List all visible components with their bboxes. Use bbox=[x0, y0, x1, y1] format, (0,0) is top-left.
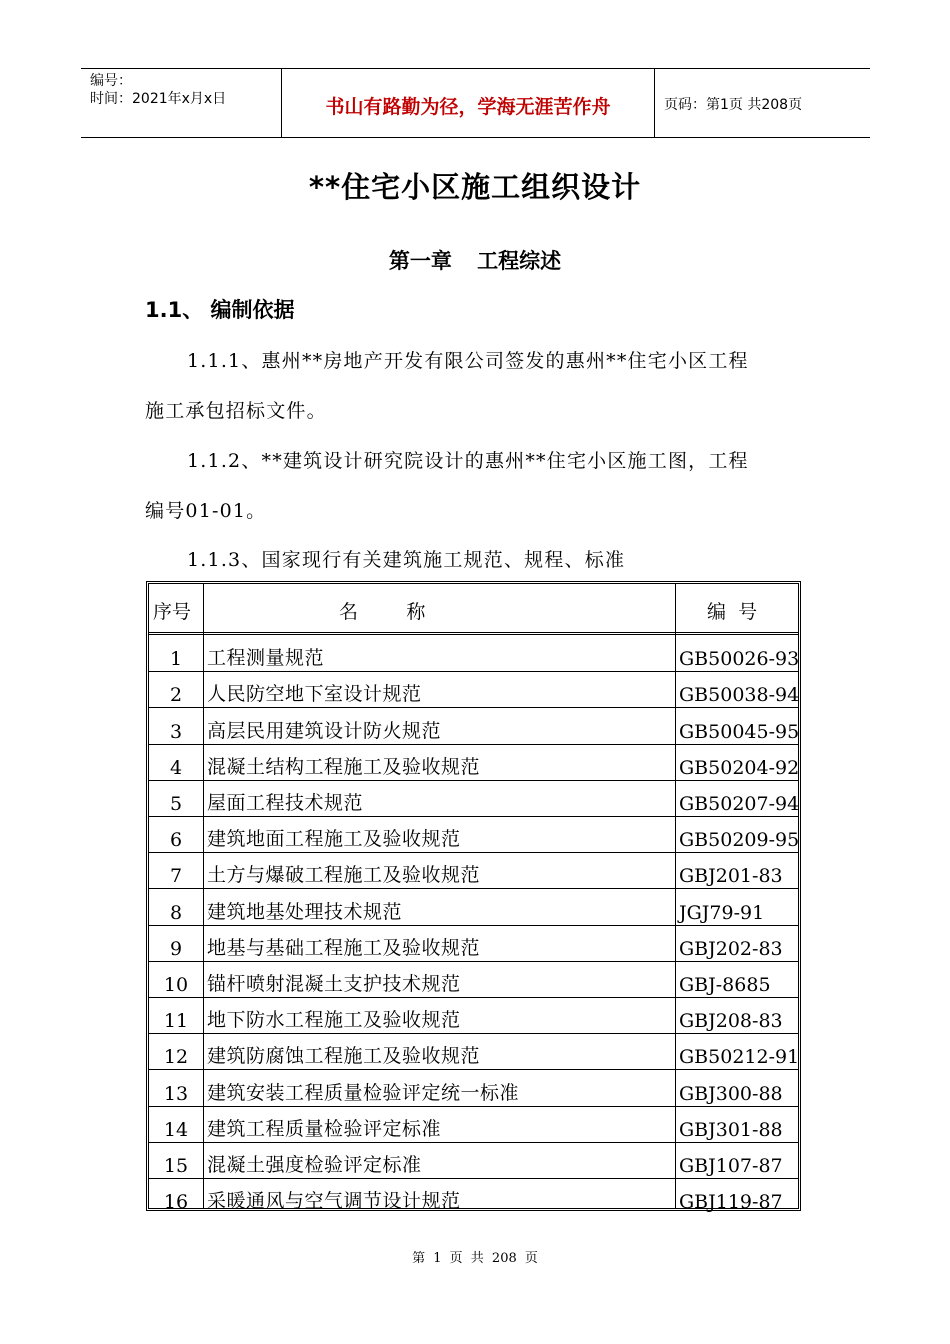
time-label: 时间：2021年x月x日 bbox=[90, 91, 227, 107]
row-number: 1 bbox=[169, 648, 183, 671]
paragraph-line: 编号01-01。 bbox=[145, 500, 267, 522]
table-row bbox=[149, 852, 798, 889]
table-row bbox=[149, 1178, 798, 1214]
page-footer: 第 1 页 共 208 页 bbox=[412, 1251, 538, 1266]
row-name: 高层民用建筑设计防火规范 bbox=[207, 719, 442, 742]
table-row bbox=[149, 1069, 798, 1106]
row-number: 14 bbox=[163, 1118, 189, 1141]
row-number: 12 bbox=[163, 1046, 189, 1069]
table-row bbox=[149, 1106, 798, 1143]
header-meta bbox=[90, 72, 226, 108]
row-name: 土方与爆破工程施工及验收规范 bbox=[207, 864, 481, 887]
header-name: 名 称 bbox=[339, 601, 426, 623]
page-header bbox=[81, 68, 870, 138]
row-number: 6 bbox=[169, 829, 183, 852]
section-heading: 1.1、 编制依据 bbox=[145, 298, 295, 322]
row-number: 2 bbox=[169, 684, 183, 707]
header-page-info: 页码：第1页 共208页 bbox=[664, 97, 803, 113]
row-name: 建筑地面工程施工及验收规范 bbox=[207, 828, 461, 851]
header-no: 序号 bbox=[153, 601, 192, 623]
row-code: GBJ107-87 bbox=[679, 1154, 783, 1177]
row-name: 采暖通风与空气调节设计规范 bbox=[207, 1190, 461, 1213]
table-row bbox=[149, 635, 798, 672]
row-name: 混凝土结构工程施工及验收规范 bbox=[207, 755, 481, 778]
row-code: GBJ202-83 bbox=[679, 937, 783, 960]
row-code: GBJ208-83 bbox=[679, 1010, 783, 1033]
row-code: GB50045-95 bbox=[679, 720, 800, 743]
row-number: 11 bbox=[163, 1010, 189, 1033]
row-name: 锚杆喷射混凝土支护技术规范 bbox=[207, 972, 461, 995]
table-row bbox=[149, 888, 798, 925]
paragraph-line: 施工承包招标文件。 bbox=[145, 400, 327, 422]
row-name: 地基与基础工程施工及验收规范 bbox=[207, 936, 481, 959]
paragraph-line: 1.1.2、**建筑设计研究院设计的惠州**住宅小区施工图，工程 bbox=[187, 450, 749, 472]
row-name: 人民防空地下室设计规范 bbox=[207, 683, 422, 706]
row-name: 混凝土强度检验评定标准 bbox=[207, 1153, 422, 1176]
row-number: 13 bbox=[163, 1082, 189, 1105]
document-title: **住宅小区施工组织设计 bbox=[308, 170, 642, 204]
row-code: GBJ119-87 bbox=[679, 1191, 783, 1214]
row-number: 4 bbox=[169, 756, 183, 779]
table-row bbox=[149, 707, 798, 744]
table-row bbox=[149, 671, 798, 708]
table-row bbox=[149, 925, 798, 962]
row-name: 建筑防腐蚀工程施工及验收规范 bbox=[207, 1045, 481, 1068]
table-row bbox=[149, 1033, 798, 1070]
row-name: 建筑工程质量检验评定标准 bbox=[207, 1117, 442, 1140]
row-name: 地下防水工程施工及验收规范 bbox=[207, 1009, 461, 1032]
row-name: 工程测量规范 bbox=[207, 647, 325, 670]
header-divider bbox=[654, 69, 655, 137]
table-row bbox=[149, 961, 798, 998]
row-number: 3 bbox=[169, 720, 183, 743]
table-row bbox=[149, 744, 798, 781]
row-code: GB50212-91 bbox=[679, 1046, 800, 1069]
row-number: 5 bbox=[169, 792, 183, 815]
row-code: JGJ79-91 bbox=[679, 901, 765, 924]
row-number: 10 bbox=[163, 973, 189, 996]
row-code: GB50038-94 bbox=[679, 684, 800, 707]
chapter-heading: 第一章 工程综述 bbox=[388, 249, 562, 273]
paragraph-line: 1.1.1、惠州**房地产开发有限公司签发的惠州**住宅小区工程 bbox=[187, 350, 749, 372]
row-code: GBJ301-88 bbox=[679, 1118, 783, 1141]
row-number: 9 bbox=[169, 937, 183, 960]
table-row bbox=[149, 780, 798, 817]
table-row bbox=[149, 997, 798, 1034]
row-name: 屋面工程技术规范 bbox=[207, 791, 364, 814]
header-motto: 书山有路勤为径，学海无涯苦作舟 bbox=[325, 96, 611, 118]
row-code: GBJ201-83 bbox=[679, 865, 783, 888]
row-code: GBJ300-88 bbox=[679, 1082, 783, 1105]
row-code: GB50204-92 bbox=[679, 756, 800, 779]
table-header bbox=[149, 584, 798, 635]
header-code: 编 号 bbox=[707, 601, 758, 623]
paragraph-line: 1.1.3、国家现行有关建筑施工规范、规程、标准 bbox=[187, 549, 626, 571]
row-number: 8 bbox=[169, 901, 183, 924]
row-number: 16 bbox=[163, 1191, 189, 1214]
row-code: GB50207-94 bbox=[679, 792, 800, 815]
table-row bbox=[149, 816, 798, 853]
row-name: 建筑安装工程质量检验评定统一标准 bbox=[207, 1081, 520, 1104]
row-code: GB50026-93 bbox=[679, 648, 800, 671]
row-number: 7 bbox=[169, 865, 183, 888]
row-code: GB50209-95 bbox=[679, 829, 800, 852]
row-code: GBJ-8685 bbox=[679, 973, 771, 996]
serial-label: 编号： bbox=[90, 73, 132, 89]
table-row bbox=[149, 1142, 798, 1179]
standards-table bbox=[146, 581, 801, 1214]
row-name: 建筑地基处理技术规范 bbox=[207, 900, 403, 923]
row-number: 15 bbox=[163, 1154, 189, 1177]
